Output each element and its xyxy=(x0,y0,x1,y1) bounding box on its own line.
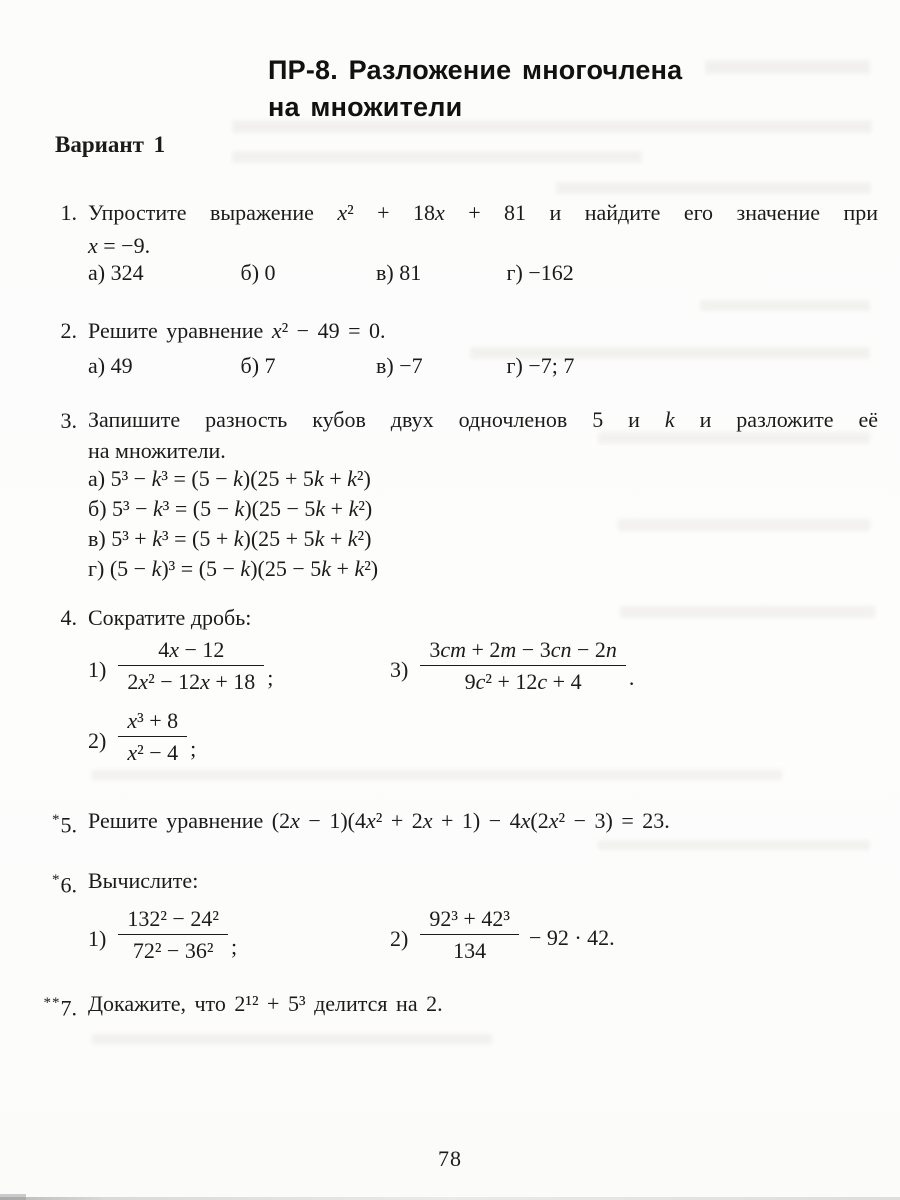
fraction-numerator: 4x − 12 xyxy=(158,637,225,662)
fraction-numerator: 132² − 24² xyxy=(127,906,219,931)
fraction xyxy=(118,634,264,697)
answer-option-a: а) 5³ − k³ = (5 − k)(25 + 5k + k²) xyxy=(88,466,371,491)
fraction-expression-2 xyxy=(390,903,615,966)
problem-number: *6. xyxy=(52,872,77,898)
bleedthrough-artifact xyxy=(92,770,782,780)
problem-number: 1. xyxy=(60,200,77,225)
fraction-numerator: 3cm + 2m − 3cn − 2n xyxy=(429,637,617,662)
problem-text-line: Решите уравнение x² − 49 = 0. xyxy=(88,318,386,343)
fraction-expression-1 xyxy=(88,634,273,697)
difficulty-star: ** xyxy=(43,995,61,1011)
fraction-row xyxy=(88,634,878,697)
scan-edge-corner xyxy=(0,1194,26,1200)
bleedthrough-artifact xyxy=(598,840,870,850)
answer-option-g: г) −162 xyxy=(506,260,574,285)
problem-number: 4. xyxy=(60,605,77,630)
problem-text-line: Докажите, что 2¹² + 5³ делится на 2. xyxy=(88,991,443,1016)
fraction-denominator: 9c² + 12c + 4 xyxy=(420,665,626,697)
fraction-suffix: ; xyxy=(190,736,197,761)
difficulty-star: * xyxy=(52,812,61,828)
answer-option-v: в) 81 xyxy=(376,260,422,285)
answer-option-b: б) 5³ − k³ = (5 − k)(25 − 5k + k²) xyxy=(88,496,373,521)
problem-3 xyxy=(55,404,878,584)
fraction-label: 2) xyxy=(88,728,107,753)
problem-4 xyxy=(55,601,878,768)
problem-text-line: Решите уравнение (2x − 1)(4x² + 2x + 1) − 4x(2x² − 3) = 23. xyxy=(88,808,670,833)
answer-option-a: а) 49 xyxy=(88,353,133,378)
problem-2 xyxy=(55,314,878,382)
problem-text-line: Сократите дробь: xyxy=(88,605,252,630)
problem-text-line: на множители. xyxy=(88,438,226,463)
fraction-suffix: ; xyxy=(230,934,238,959)
fraction-label: 2) xyxy=(390,926,409,951)
answer-option-a: а) 324 xyxy=(88,260,144,285)
fraction-label: 1) xyxy=(88,657,107,682)
page-title xyxy=(268,52,682,126)
answer-options xyxy=(88,464,878,584)
fraction-suffix: − 92 · 42. xyxy=(528,925,615,950)
fraction-label: 3) xyxy=(390,657,409,682)
problem-number: **7. xyxy=(43,995,77,1021)
fraction-expression-2 xyxy=(88,705,196,768)
problem-text-line: Вычислите: xyxy=(88,868,199,893)
problem-text-line: Запишите разность кубов двух одночленов 5 и k и разложите её xyxy=(88,407,879,432)
answer-options xyxy=(88,256,878,289)
bleedthrough-artifact xyxy=(556,182,871,194)
problem-number: *5. xyxy=(52,812,77,838)
fraction-expression-1 xyxy=(88,903,237,966)
problem-5 xyxy=(52,804,878,838)
fraction-denominator: 134 xyxy=(420,934,519,966)
fraction xyxy=(420,903,519,966)
problem-number: 3. xyxy=(60,408,77,433)
fraction-numerator: x³ + 8 xyxy=(127,708,179,733)
problem-7 xyxy=(43,987,878,1021)
page-number: 78 xyxy=(438,1146,462,1171)
problem-text-line: x = −9. xyxy=(88,233,151,258)
variant-label: Вариант 1 xyxy=(55,132,166,157)
answer-option-g: г) −7; 7 xyxy=(506,353,575,378)
fraction xyxy=(118,705,187,768)
problem-6 xyxy=(52,864,878,966)
problem-number: 2. xyxy=(60,318,77,343)
answer-option-b: б) 0 xyxy=(240,260,276,285)
page-title-line1: ПР-8. Разложение многочлена xyxy=(268,55,683,85)
fraction-row xyxy=(88,903,878,966)
fraction-denominator: 2x² − 12x + 18 xyxy=(118,665,264,697)
fraction-suffix: . xyxy=(628,665,635,690)
answer-option-g: г) (5 − k)³ = (5 − k)(25 − 5k + k²) xyxy=(88,556,379,581)
fraction-denominator: 72² − 36² xyxy=(118,934,228,966)
bleedthrough-artifact xyxy=(700,300,870,311)
problem-text-line: Упростите выражение x² + 18x + 81 и найдите его значение при xyxy=(88,200,878,225)
answer-option-v: в) 5³ + k³ = (5 + k)(25 + 5k + k²) xyxy=(88,526,372,551)
fraction-label: 1) xyxy=(88,926,107,951)
answer-option-v: в) −7 xyxy=(376,353,423,378)
fraction-denominator: x² − 4 xyxy=(118,736,187,768)
answer-option-b: б) 7 xyxy=(240,353,276,378)
fraction-numerator: 92³ + 42³ xyxy=(429,906,510,931)
problem-1 xyxy=(55,196,878,289)
page-title-line2: на множители xyxy=(268,92,463,122)
fraction-expression-3 xyxy=(390,634,634,697)
fraction-suffix: ; xyxy=(267,665,274,690)
difficulty-star: * xyxy=(52,872,61,888)
bleedthrough-artifact xyxy=(92,1034,492,1044)
fraction xyxy=(420,634,626,697)
answer-options xyxy=(88,349,878,382)
bleedthrough-artifact xyxy=(705,60,870,74)
fraction xyxy=(118,903,228,966)
bleedthrough-artifact xyxy=(232,151,642,163)
fraction-row xyxy=(88,705,878,768)
